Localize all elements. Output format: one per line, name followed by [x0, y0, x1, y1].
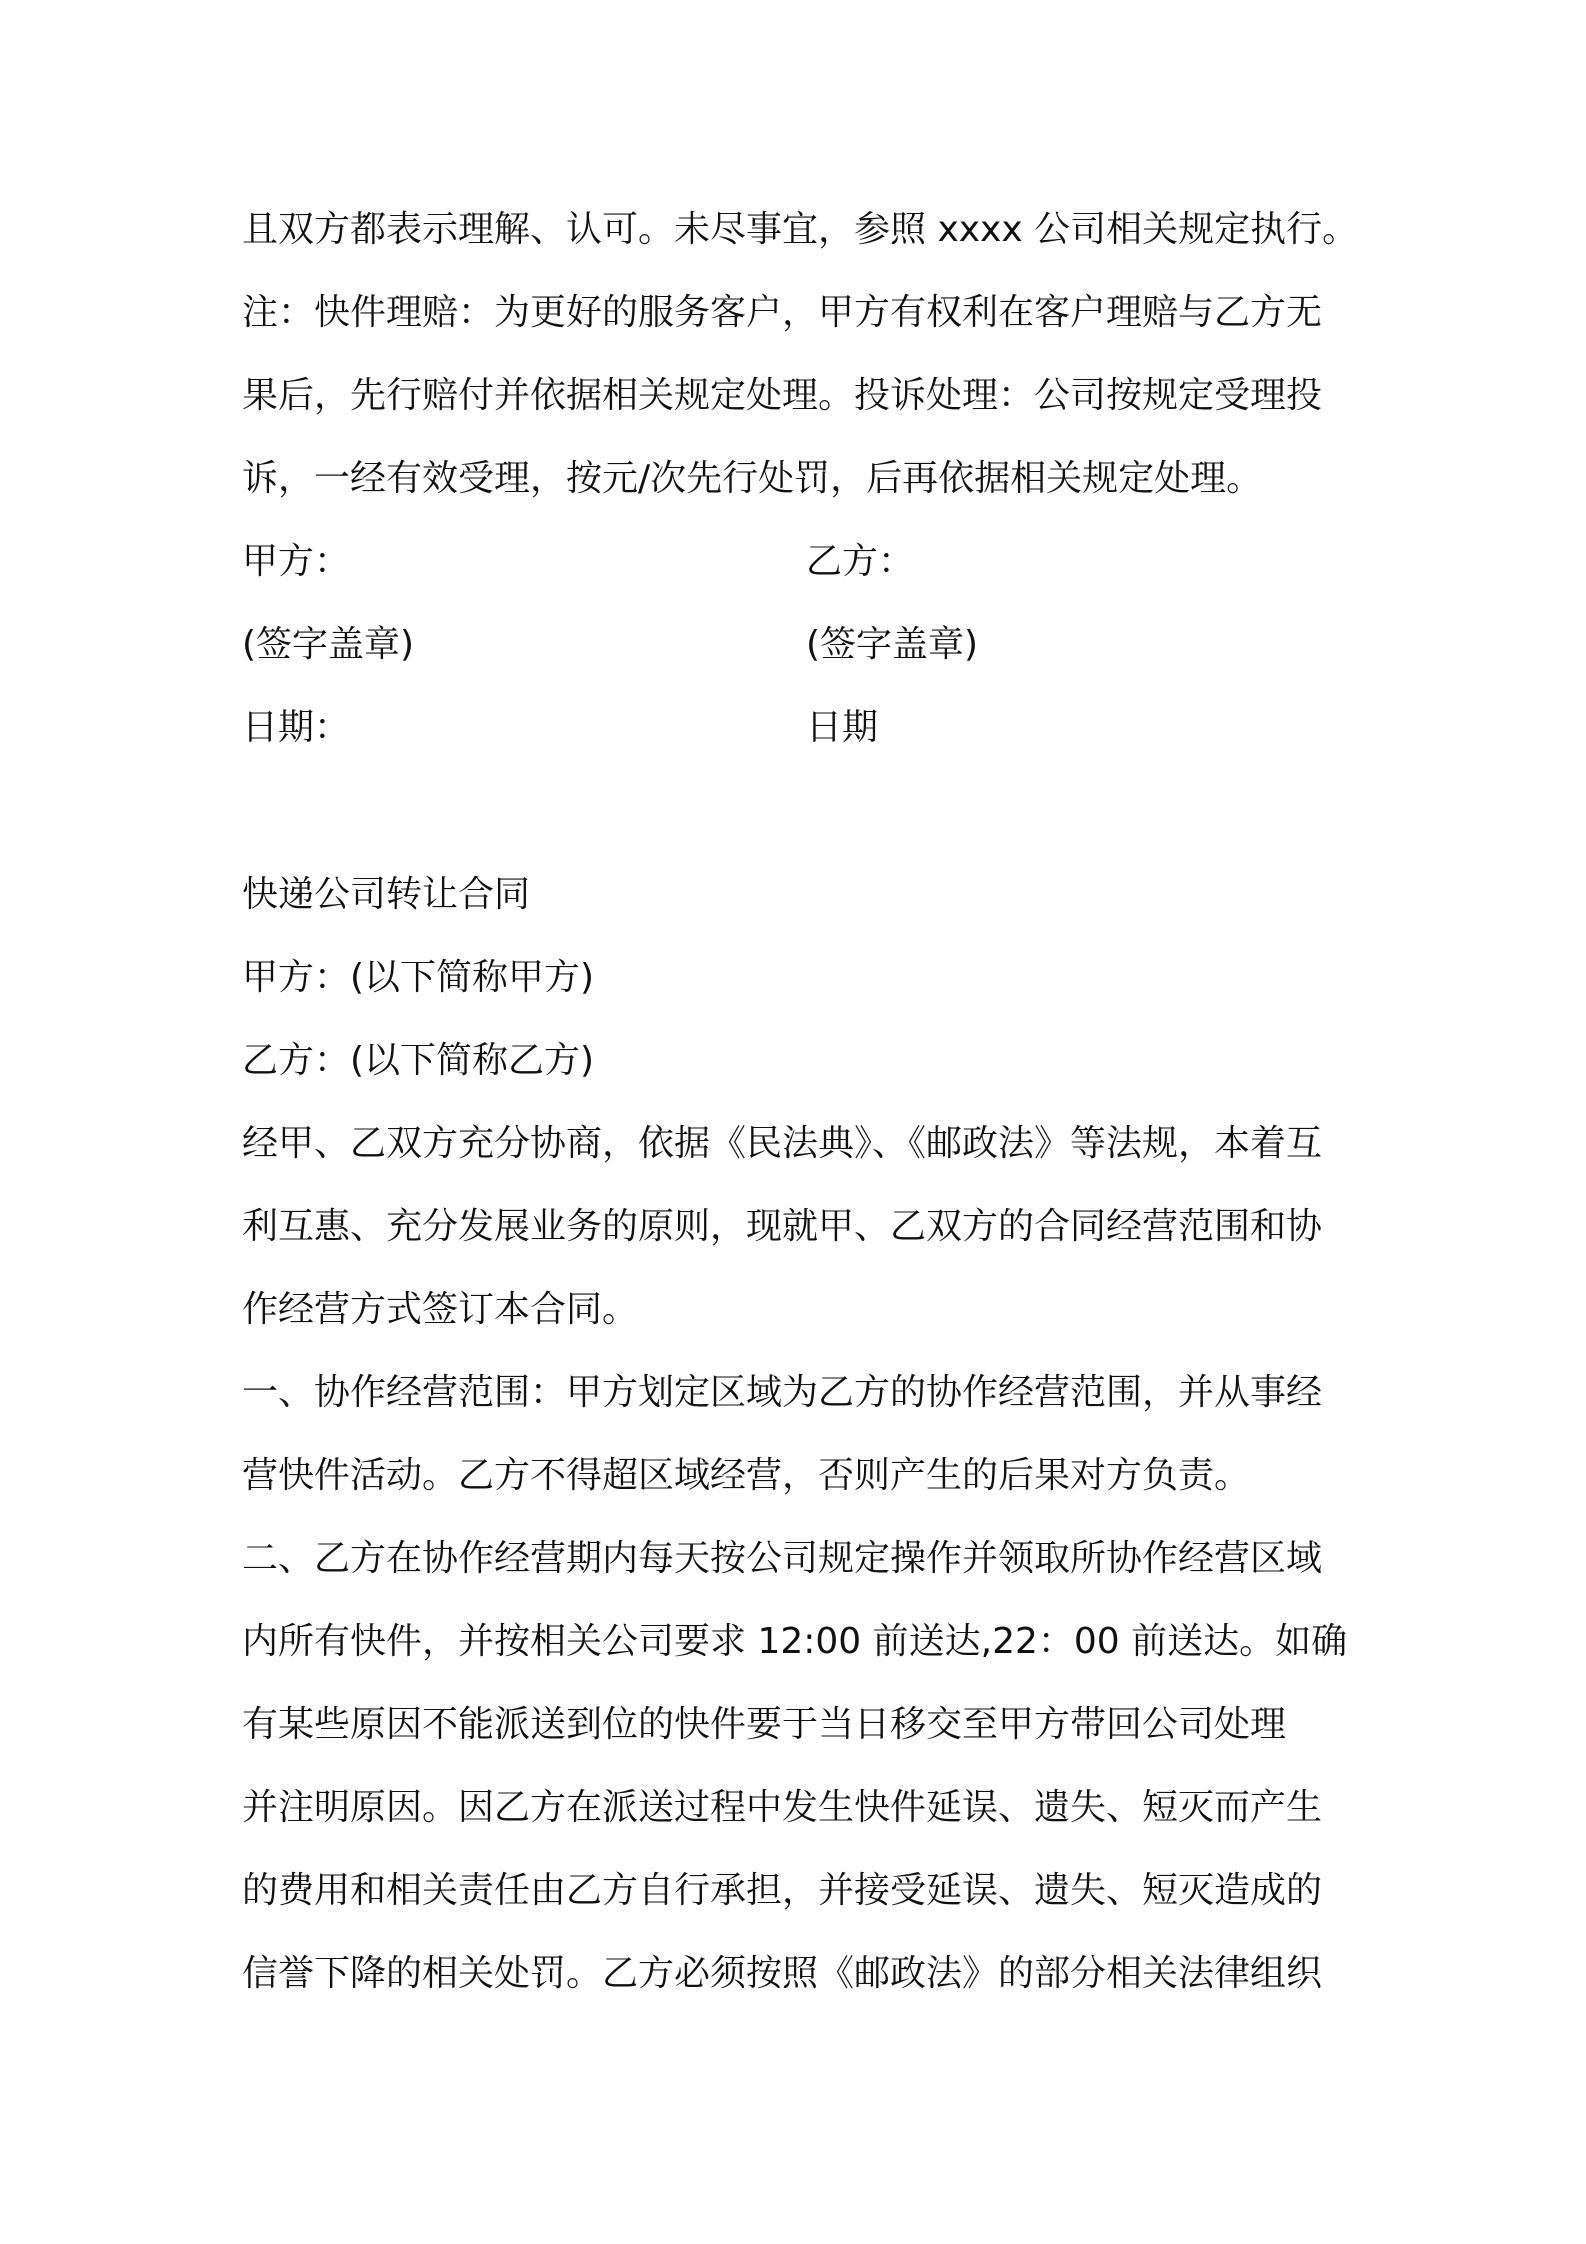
- contract-body-line: 二、乙方在协作经营期内每天按公司规定操作并领取所协作经营区域: [242, 1538, 1323, 1579]
- contract-body-line: 作经营方式签订本合同。: [242, 1289, 639, 1330]
- contract-body-line: 营快件活动。乙方不得超区域经营，否则产生的后果对方负责。: [242, 1455, 1251, 1496]
- contract-party-a: 甲方：(以下简称甲方): [242, 957, 595, 998]
- party-a-date: 日期：: [242, 707, 351, 748]
- party-a-seal: (签字盖章): [242, 624, 415, 665]
- paragraph-line: 且双方都表示理解、认可。未尽事宜，参照 xxxx 公司相关规定执行。: [242, 209, 1359, 250]
- contract-body-line: 利互惠、充分发展业务的原则，现就甲、乙双方的合同经营范围和协: [242, 1206, 1323, 1247]
- contract-body-line: 的费用和相关责任由乙方自行承担，并接受延误、遗失、短灭造成的: [242, 1870, 1323, 1911]
- contract-body-line: 信誉下降的相关处罚。乙方必须按照《邮政法》的部分相关法律组织: [242, 1953, 1323, 1994]
- paragraph-line: 注：快件理赔：为更好的服务客户，甲方有权利在客户理赔与乙方无: [242, 292, 1323, 333]
- party-a-signature-label: 甲方：: [242, 541, 351, 582]
- party-b-date: 日期: [806, 707, 879, 748]
- contract-body-line: 经甲、乙双方充分协商，依据《民法典》、《邮政法》等法规，本着互: [242, 1123, 1323, 1164]
- party-b-signature-label: 乙方：: [806, 541, 915, 582]
- paragraph-line: 果后，先行赔付并依据相关规定处理。投诉处理：公司按规定受理投: [242, 375, 1323, 416]
- contract-body-line: 有某些原因不能派送到位的快件要于当日移交至甲方带回公司处理: [242, 1704, 1287, 1745]
- contract-title: 快递公司转让合同: [242, 874, 531, 915]
- party-b-seal: (签字盖章): [806, 624, 979, 665]
- contract-body-line: 一、协作经营范围：甲方划定区域为乙方的协作经营范围，并从事经: [242, 1372, 1323, 1413]
- contract-body-line: 并注明原因。因乙方在派送过程中发生快件延误、遗失、短灭而产生: [242, 1787, 1323, 1828]
- paragraph-line: 诉，一经有效受理，按元/次先行处罚，后再依据相关规定处理。: [242, 458, 1263, 499]
- contract-party-b: 乙方：(以下简称乙方): [242, 1040, 595, 1081]
- contract-body-line: 内所有快件，并按相关公司要求 12:00 前送达,22：00 前送达。如确: [242, 1621, 1348, 1662]
